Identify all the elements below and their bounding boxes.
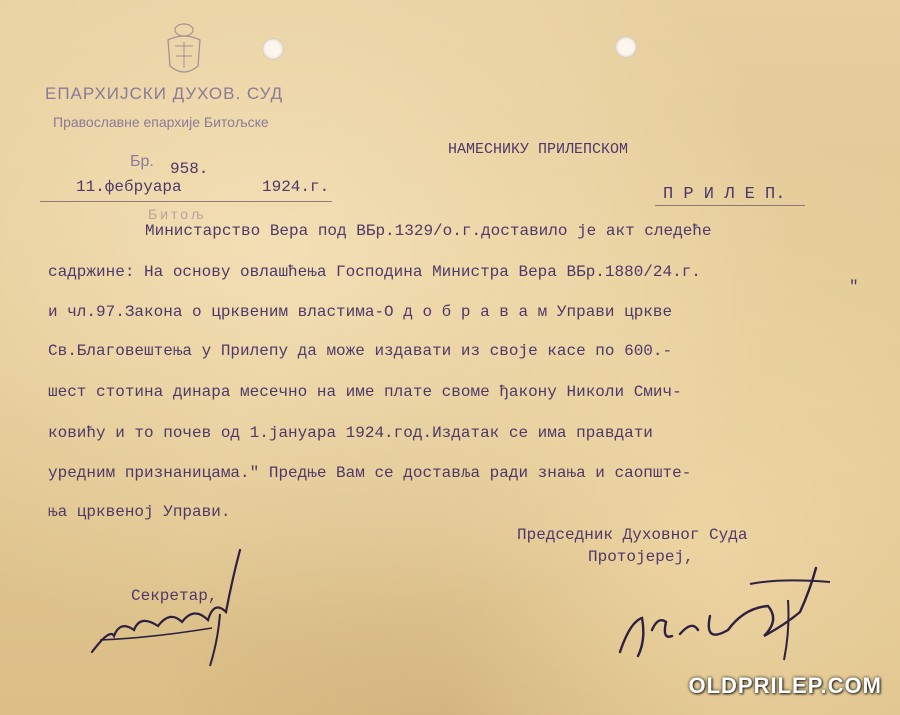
recipient-underline [655,205,805,206]
body-line-7: уредним признаницама." Предње Вам се доставља ради знања и саопште- [48,464,692,482]
document-date-day: 11.фебруара [76,178,182,196]
document-date-year: 1924.г. [262,178,330,196]
stamp-number-prefix: Бр. [130,153,154,170]
body-line-5: шест стотина динара месечно на име плате своме ђакону Николи Смич- [48,383,682,401]
body-line-3: и чл.97.Закона о црквеним властима-О д о б р а в а м Управи цркве [48,303,673,321]
stamp-court-name: ЕПАРХИЈСКИ ДУХОВ. СУД [45,84,284,103]
quote-mark: " [849,278,859,296]
stamp-place: Битољ [148,206,207,222]
president-signature [600,560,840,670]
body-line-2: садржине: На основу овлашћења Господина Министра Вера ВБр.1880/24.г. [48,263,701,281]
document-number: 958. [170,160,209,178]
site-watermark: OLDPRILEP.COM [688,673,882,698]
recipient-line-2: П Р И Л Е П. [663,185,786,204]
body-line-4: Св.Благовештења у Прилепу да може издавати из своје касе по 600.- [48,342,673,360]
body-line-6: ковићу и то почев од 1.јануара 1924.год.Издатак се има правдати [48,424,653,442]
stamp-rule [40,201,332,202]
secretary-title: Секретар, [131,587,218,605]
president-title: Председник Духовног Суда [517,526,748,544]
punch-hole-right [615,36,637,58]
stamp-subtitle: Православне епархије Битољске [53,114,269,130]
body-line-1: Министарство Вера под ВБр.1329/о.г.доставило је акт следеће [145,222,712,240]
president-rank: Протојереј, [588,548,694,566]
body-line-8: ња црквеној Управи. [48,503,231,521]
coat-of-arms-icon [163,22,205,80]
punch-hole-left [262,38,284,60]
secretary-signature [80,540,270,670]
recipient-line-1: НАМЕСНИКУ ПРИЛЕПСКОМ [448,141,629,158]
